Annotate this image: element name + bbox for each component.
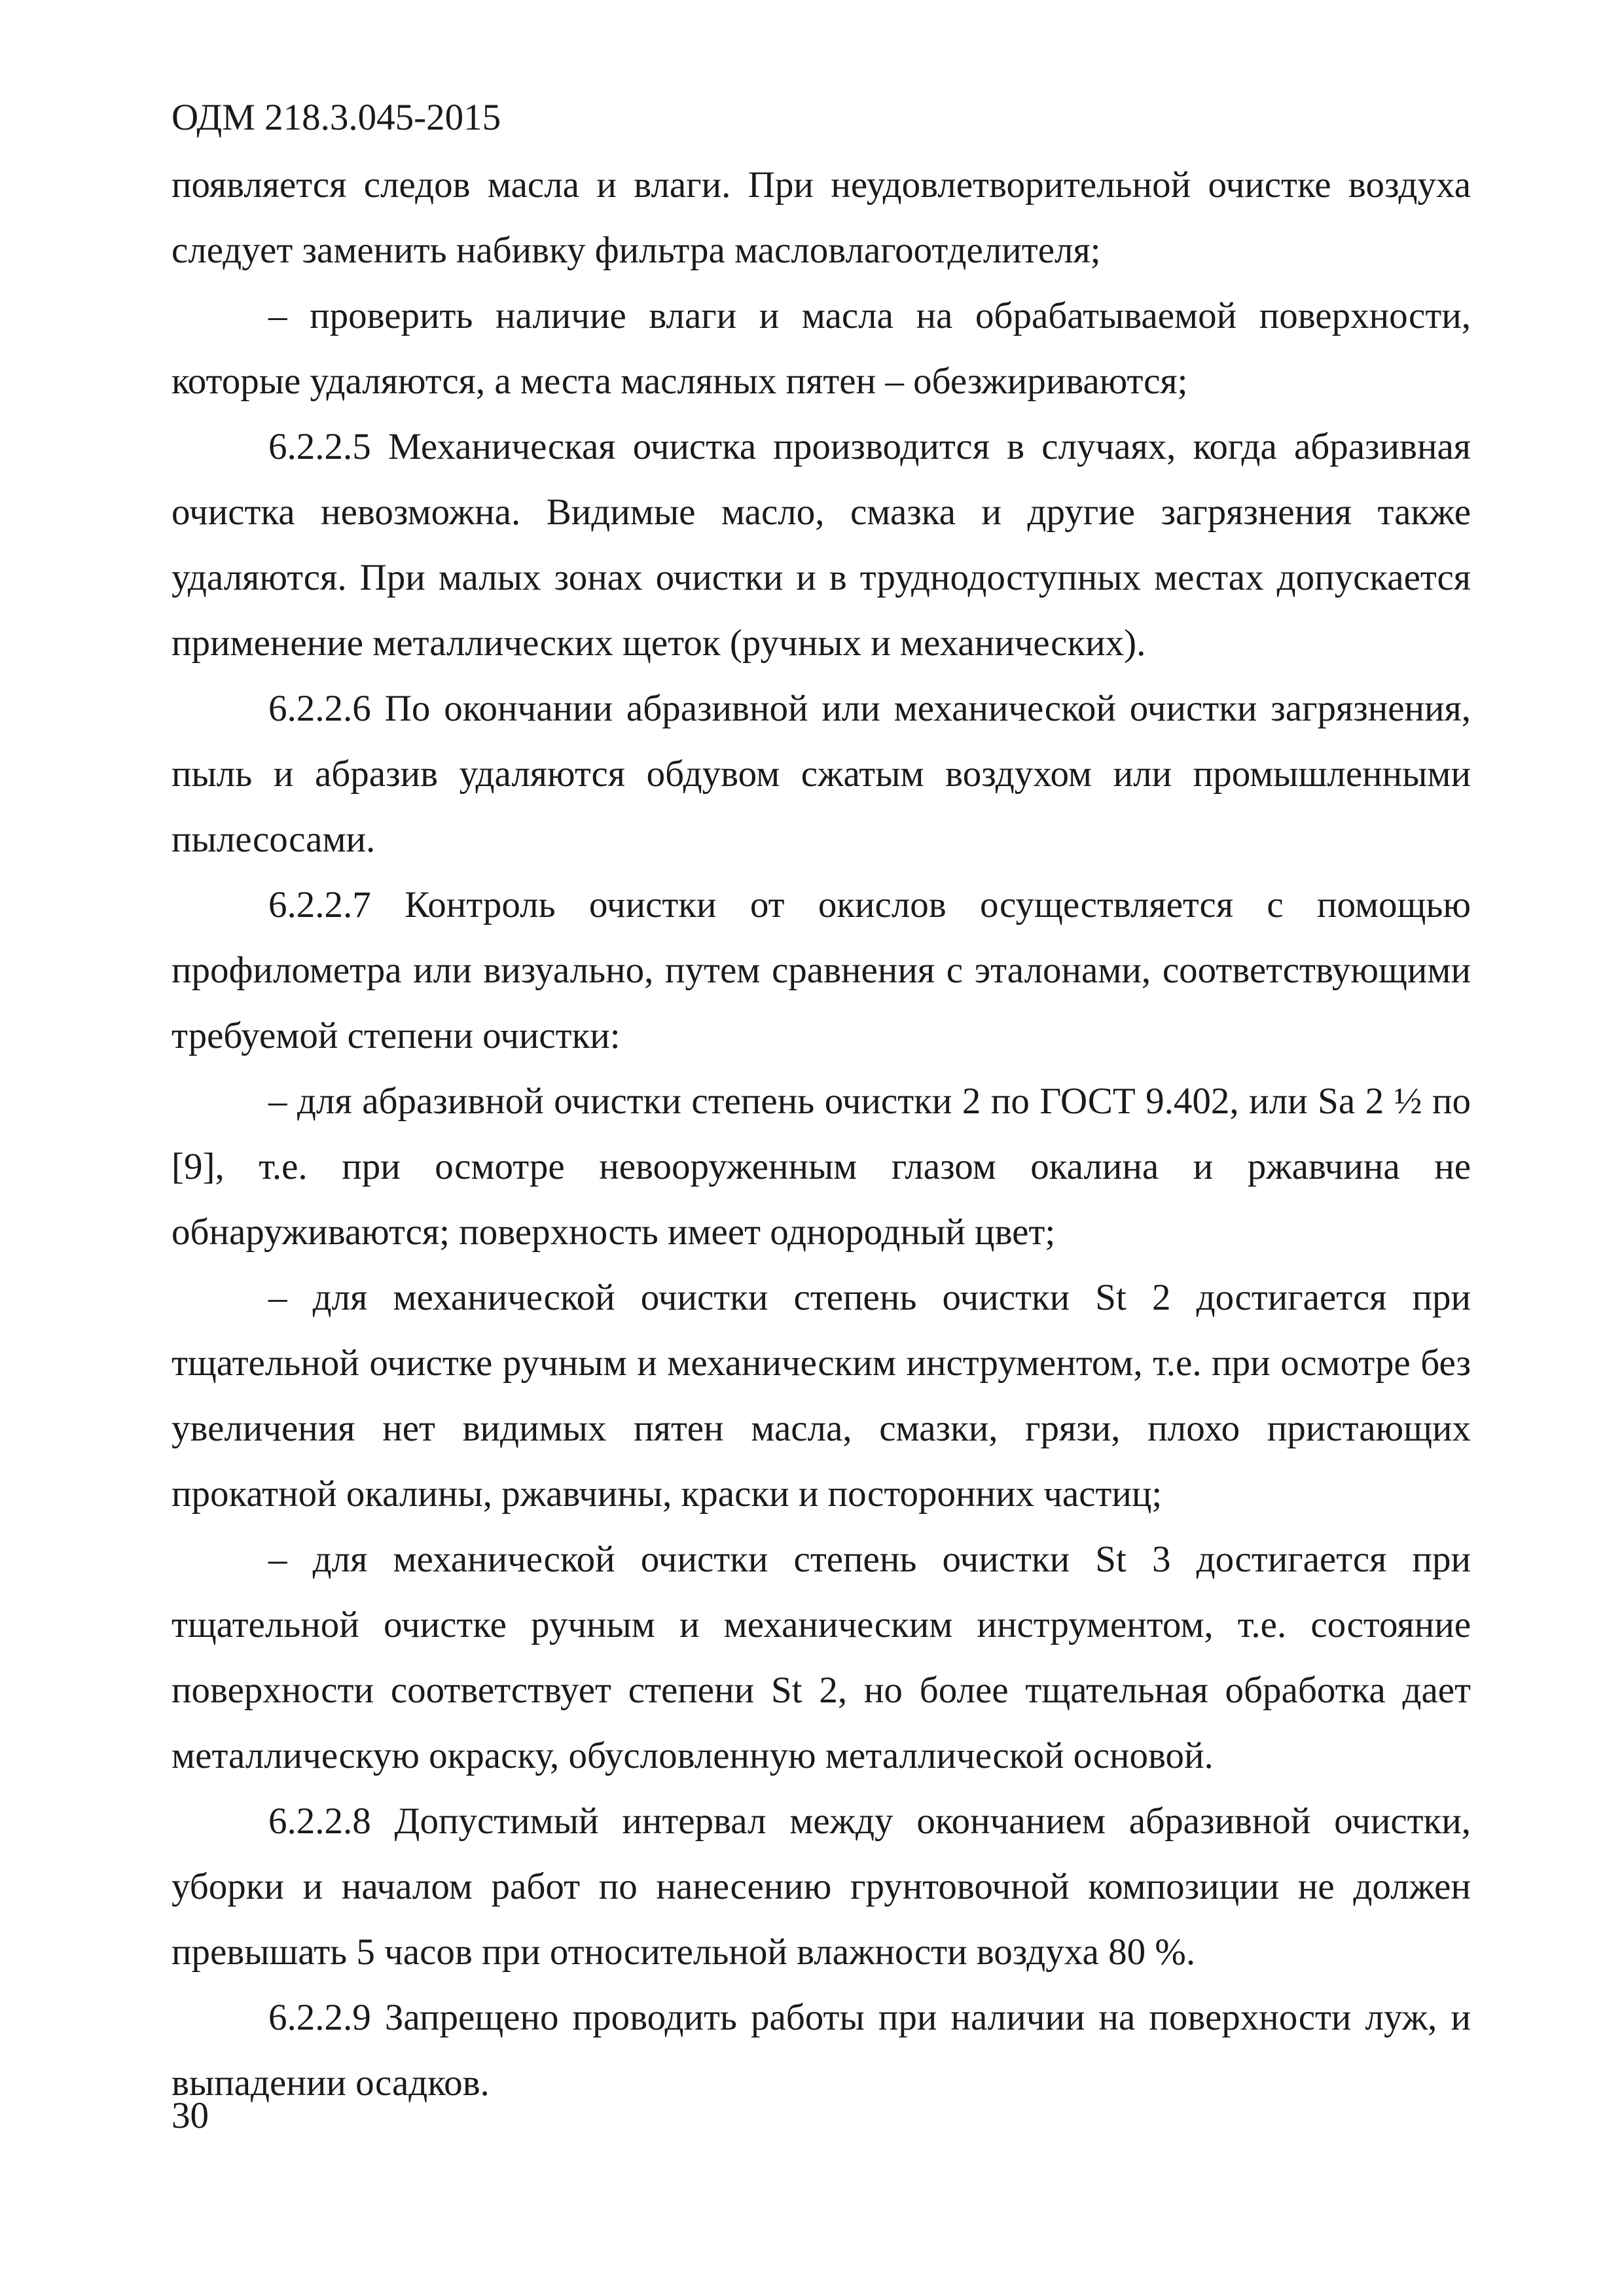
document-code-header: ОДМ 218.3.045-2015 [171, 97, 501, 138]
paragraph: – для механической очистки степень очистки St 3 достигается при тщательной очистке ручным и механическим инструментом, т.е. состояние поверхности соответствует степени St 2, но более тщательная обработка дает металлическую окраску, обусловленную металлической основой. [171, 1539, 1471, 1776]
paragraph: 6.2.2.7 Контроль очистки от окислов осуществляется с помощью профилометра или визуально, путем сравнения с эталонами, соответствующими требуемой степени очистки: [171, 884, 1471, 1056]
paragraph: 6.2.2.6 По окончании абразивной или механической очистки загрязнения, пыль и абразив удаляются обдувом сжатым воздухом или промышленными пылесосами. [171, 688, 1471, 860]
paragraph: – для абразивной очистки степень очистки 2 по ГОСТ 9.402, или Sa 2 ½ по [9], т.е. при осмотре невооруженным глазом окалина и ржавчина не обнаруживаются; поверхность имеет однородный цвет; [171, 1081, 1471, 1253]
paragraph: 6.2.2.5 Механическая очистка производится в случаях, когда абразивная очистка невозможна. Видимые масло, смазка и другие загрязнения также удаляются. При малых зонах очистки и в труднодоступных местах допускается применение металлических щеток (ручных и механических). [171, 426, 1471, 664]
document-body [171, 152, 1471, 2116]
paragraph: появляется следов масла и влаги. При неудовлетворительной очистке воздуха следует заменить набивку фильтра масловлагоотделителя; [171, 164, 1471, 271]
page-number: 30 [171, 2095, 209, 2136]
paragraph: – проверить наличие влаги и масла на обрабатываемой поверхности, которые удаляются, а места масляных пятен – обезжириваются; [171, 295, 1471, 402]
paragraph: – для механической очистки степень очистки St 2 достигается при тщательной очистке ручным и механическим инструментом, т.е. при осмотре без увеличения нет видимых пятен масла, смазки, грязи, плохо пристающих прокатной окалины, ржавчины, краски и посторонних частиц; [171, 1277, 1471, 1515]
paragraph: 6.2.2.8 Допустимый интервал между окончанием абразивной очистки, уборки и началом работ по нанесению грунтовочной композиции не должен превышать 5 часов при относительной влажности воздуха 80 %. [171, 1801, 1471, 1973]
paragraph: 6.2.2.9 Запрещено проводить работы при наличии на поверхности луж, и выпадении осадков. [171, 1997, 1471, 2104]
